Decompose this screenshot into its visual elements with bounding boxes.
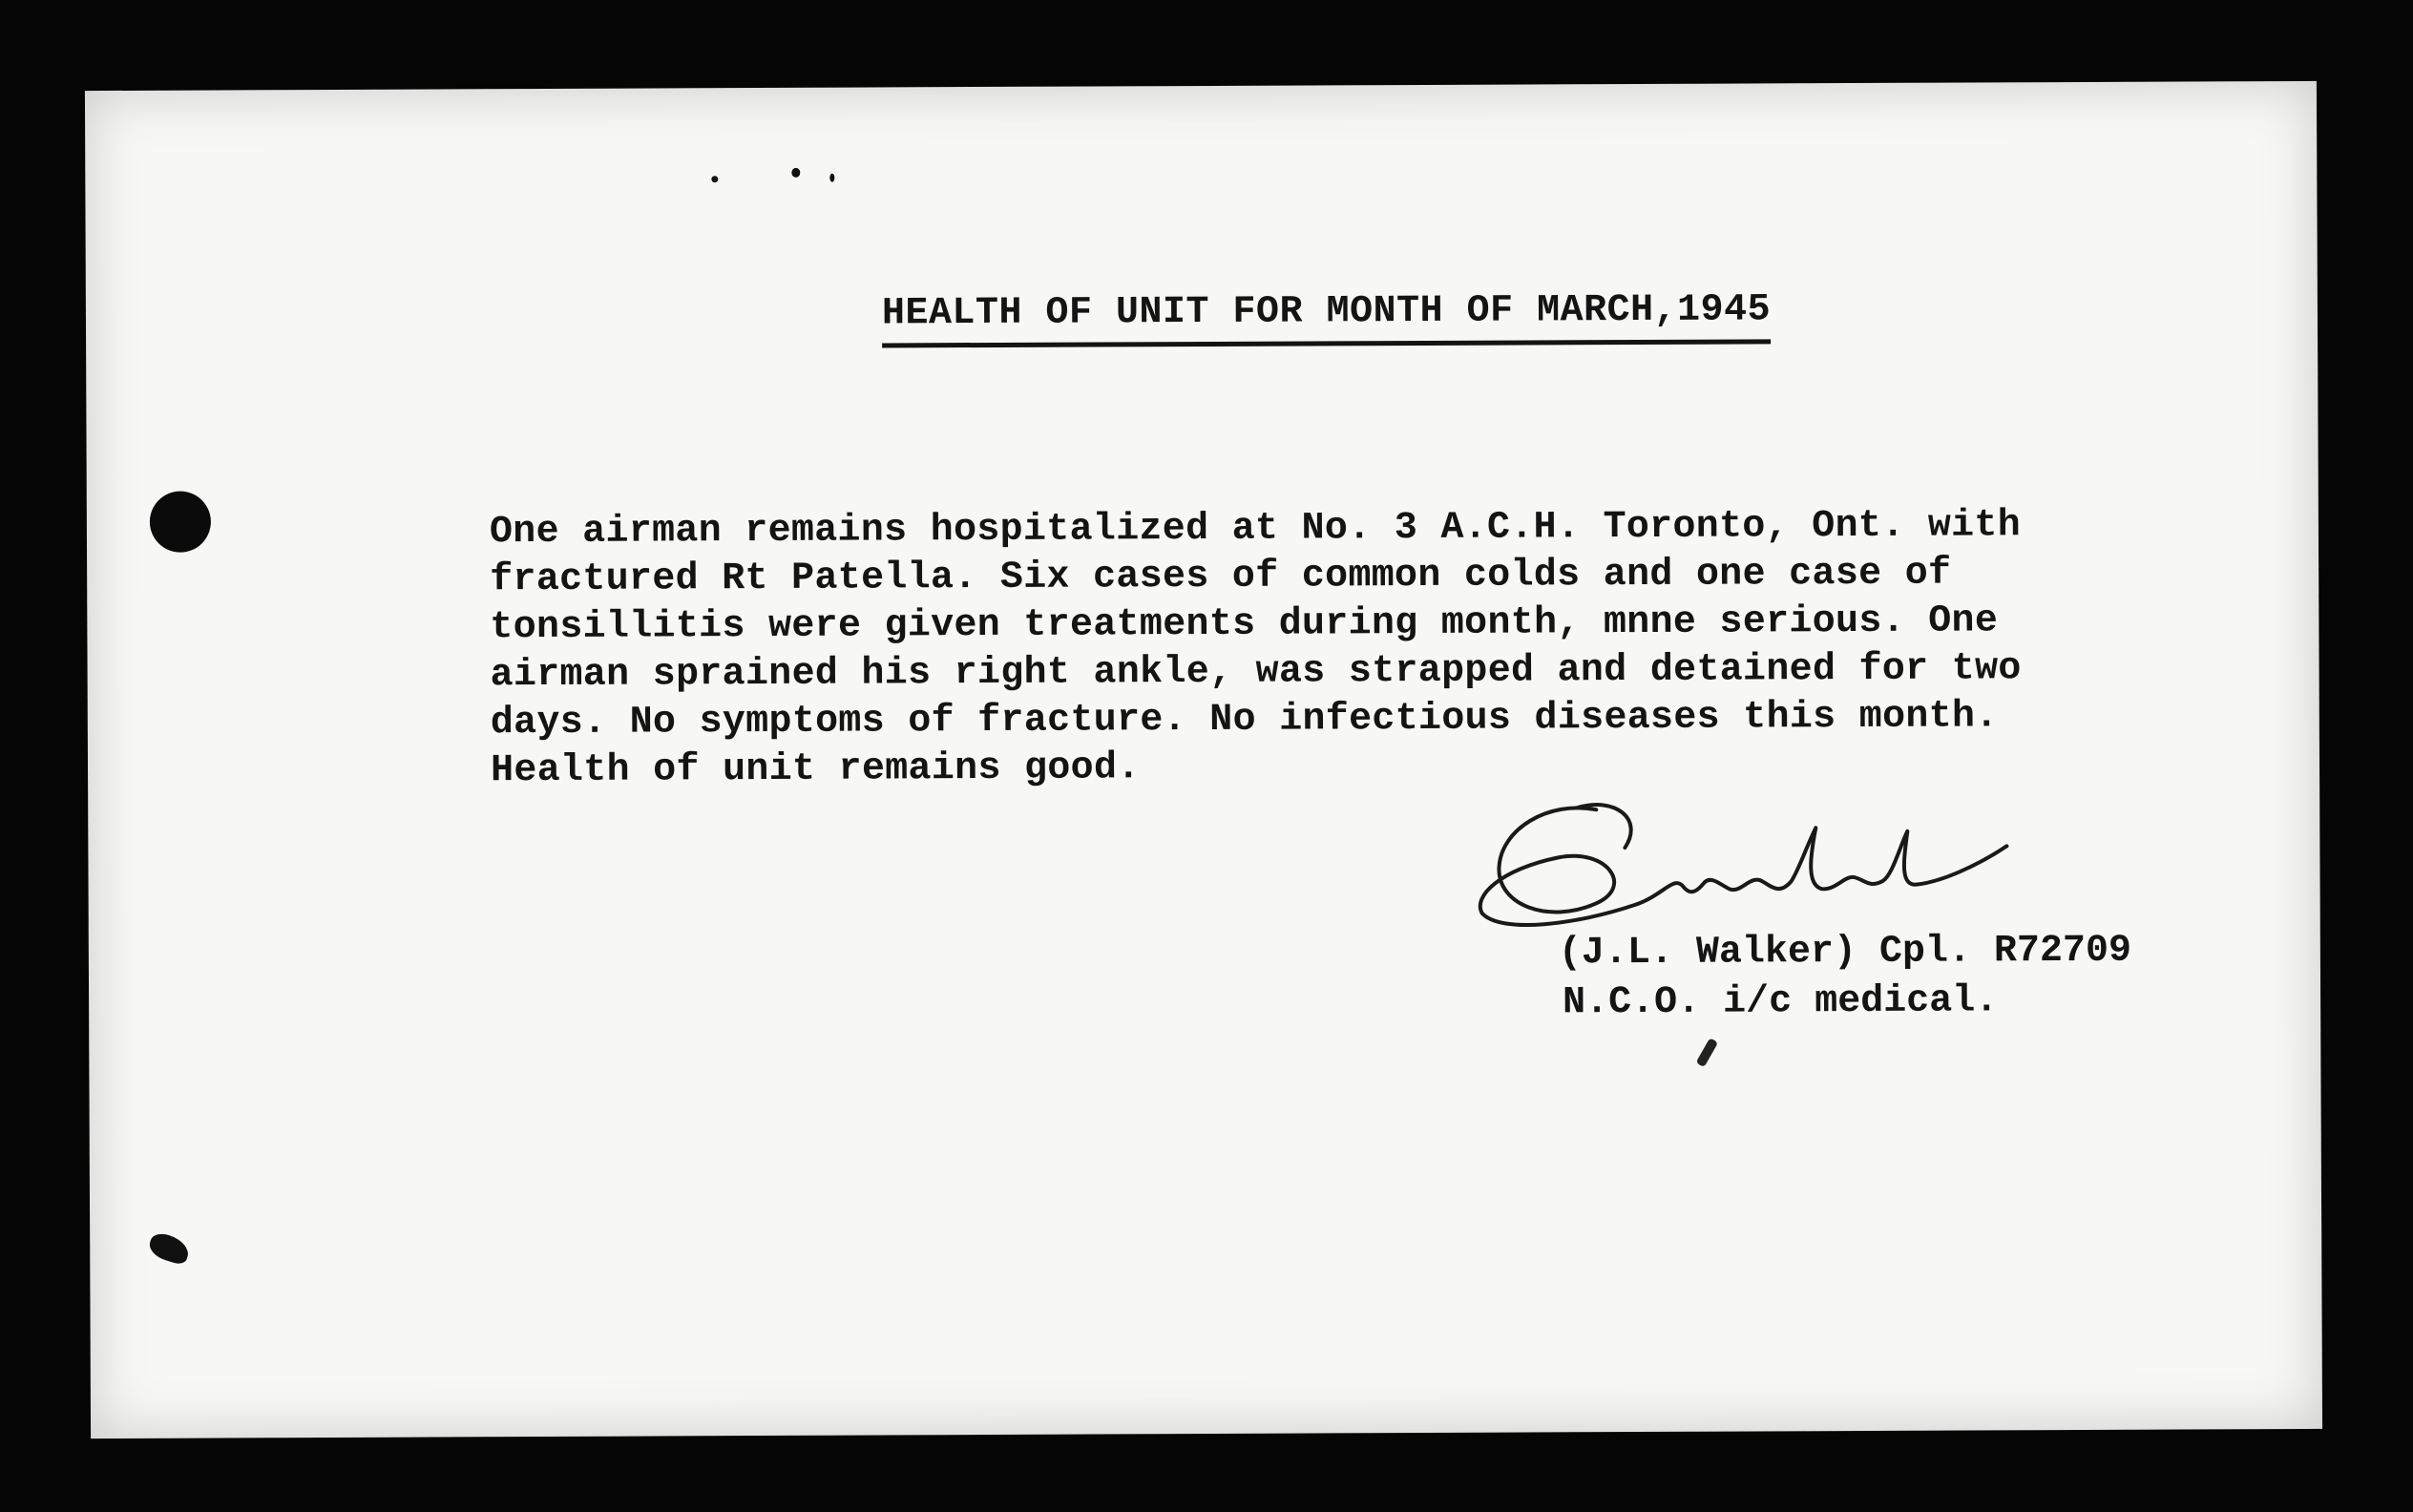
body-line: One airman remains hospitalized at No. 3 A.C.H. Toronto, Ont. with [489,504,2022,555]
document-body [490,502,2132,796]
ink-blot [146,1230,192,1267]
document-title: HEALTH OF UNIT FOR MONTH OF MARCH,1945 [882,288,1771,347]
body-line: tonsillitis were given treatments during month, mnne serious. One [490,599,1999,650]
signatory-role: N.C.O. i/c medical. [1563,979,1999,1025]
ink-mark [1696,1038,1719,1067]
body-line: fractured Rt Patella. Six cases of common colds and one case of [490,552,1952,602]
body-line: airman sprained his right ankle, was strapped and detained for two [490,647,2022,698]
dust-speck [829,174,834,182]
body-line: days. No symptoms of fracture. No infectious diseases this month. [490,695,1999,746]
punch-hole [150,492,211,553]
signatory-name: (J.L. Walker) Cpl. R72709 [1558,929,2132,976]
dust-speck [791,168,800,178]
body-line: Health of unit remains good. [490,746,1141,793]
dust-speck [711,176,718,182]
signature-block [1443,788,2170,1040]
document-page [85,81,2322,1438]
handwritten-signature [1443,788,2017,954]
